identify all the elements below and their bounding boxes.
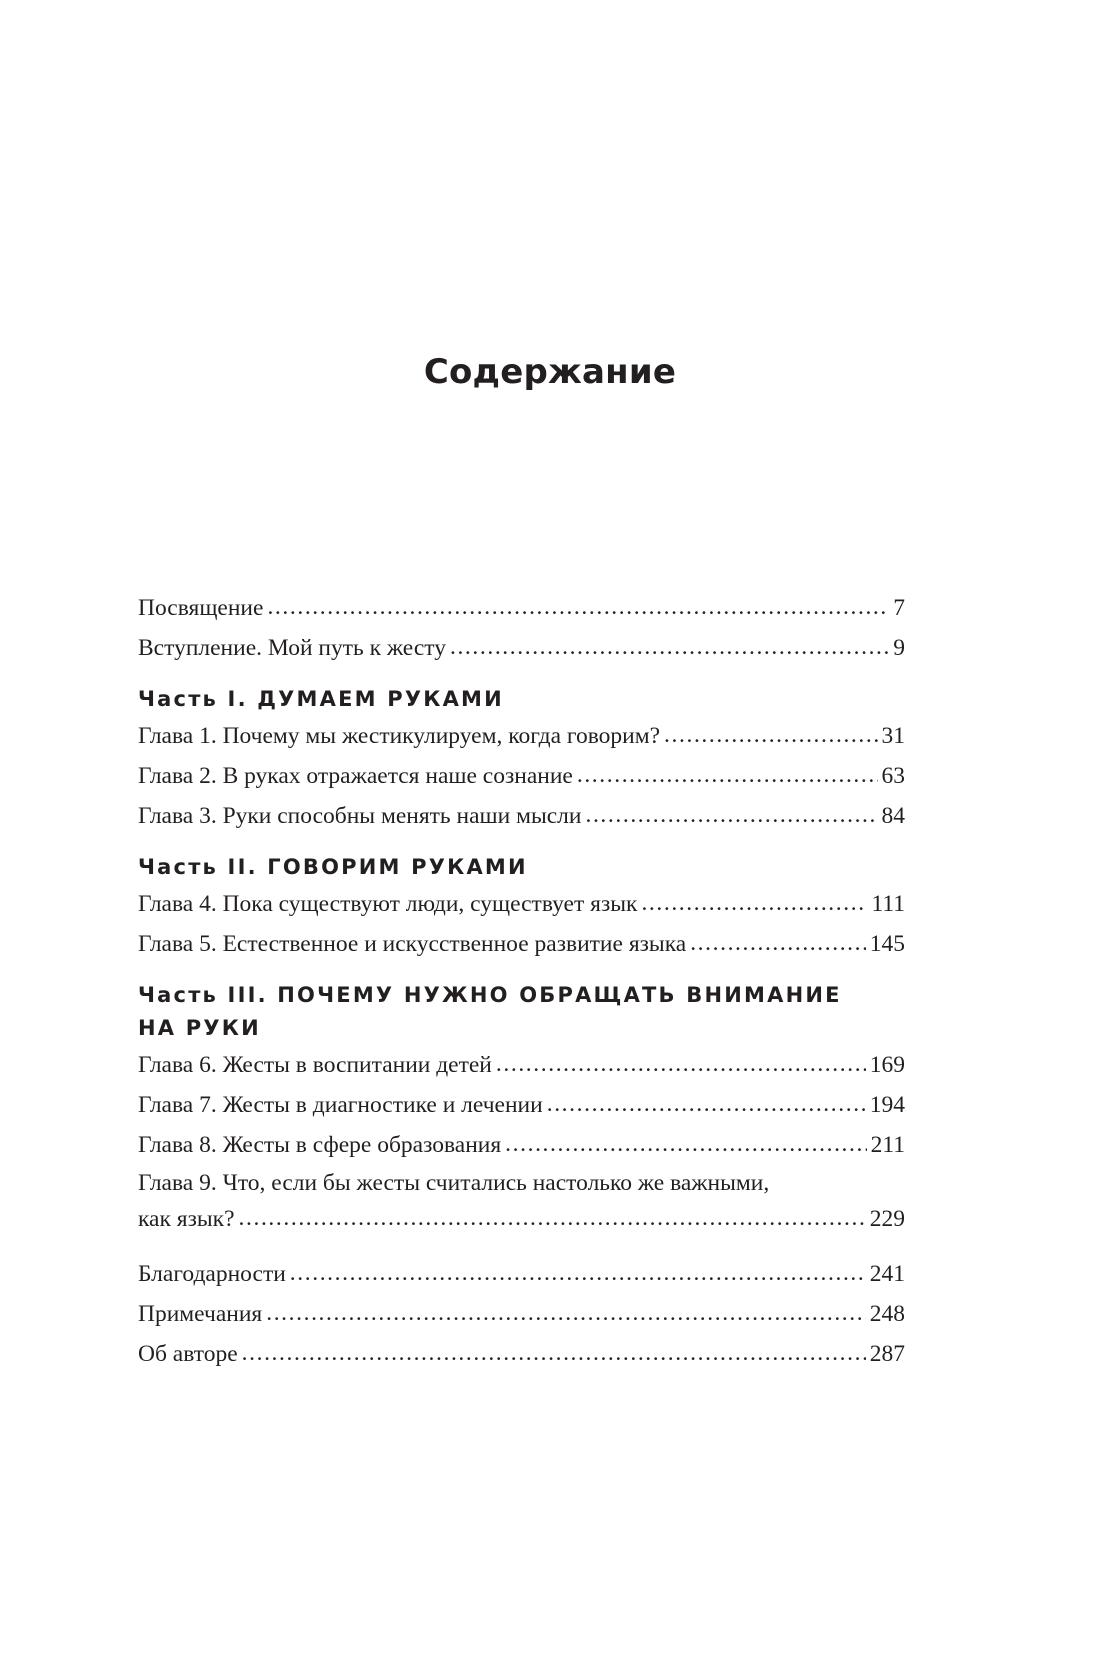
toc-entry-label: Примечания	[138, 1301, 263, 1327]
toc-entry-label: Глава 2. В руках отражается наше сознание	[138, 763, 573, 789]
toc-entry-introduction[interactable]	[138, 628, 905, 668]
dot-leader	[577, 755, 878, 795]
toc-entry-label: Вступление. Мой путь к жесту	[138, 635, 446, 661]
toc-entry-notes[interactable]	[138, 1294, 905, 1334]
dot-leader	[242, 1333, 866, 1373]
part-heading-1: Часть I. ДУМАЕМ РУКАМИ	[138, 687, 504, 711]
toc-entry-chapter-7[interactable]	[138, 1085, 905, 1125]
toc-page-number: 229	[869, 1206, 905, 1232]
toc-entry-label: Глава 5. Естественное и искусственное развитие языка	[138, 931, 687, 957]
toc-entry-chapter-9[interactable]	[138, 1165, 905, 1237]
toc-entry-about-author[interactable]	[138, 1334, 905, 1374]
toc-entry-chapter-3[interactable]	[138, 796, 905, 836]
toc-entry-label: Глава 6. Жесты в воспитании детей	[138, 1052, 492, 1078]
toc-entry-label: Глава 1. Почему мы жестикулируем, когда говорим?	[138, 723, 661, 749]
toc-page-number: 145	[869, 931, 905, 957]
toc-entry-label-line-2: как язык?	[138, 1206, 235, 1232]
toc-entry-chapter-5[interactable]	[138, 924, 905, 964]
dot-leader	[690, 923, 866, 963]
toc-entry-label: Глава 7. Жесты в диагностике и лечении	[138, 1092, 543, 1118]
dot-leader	[450, 627, 889, 667]
toc-page-number: 241	[869, 1261, 905, 1287]
toc-page-number: 194	[869, 1092, 905, 1118]
dot-leader	[266, 1293, 866, 1333]
toc-page-number: 84	[881, 803, 905, 829]
toc-entry-label: Глава 8. Жесты в сфере образования	[138, 1132, 502, 1158]
toc-entry-chapter-8[interactable]	[138, 1125, 905, 1165]
part-heading-3	[138, 979, 905, 1045]
toc-entry-label: Посвящение	[138, 595, 264, 621]
toc-page-number: 211	[870, 1132, 905, 1158]
dot-leader	[505, 1124, 866, 1164]
toc-entry-chapter-1[interactable]	[138, 716, 905, 756]
table-of-contents	[138, 588, 905, 1374]
toc-page-number: 63	[881, 763, 905, 789]
toc-entry-label-line-1: Глава 9. Что, если бы жесты считались настолько же важными,	[138, 1170, 770, 1196]
toc-entry-chapter-2[interactable]	[138, 756, 905, 796]
page-title: Содержание	[423, 352, 677, 392]
dot-leader	[496, 1044, 866, 1084]
toc-entry-dedication[interactable]	[138, 588, 905, 628]
part-heading-2: Часть II. ГОВОРИМ РУКАМИ	[138, 855, 528, 879]
dot-leader	[664, 715, 877, 755]
dot-leader	[585, 795, 877, 835]
dot-leader	[290, 1253, 866, 1293]
toc-entry-chapter-4[interactable]	[138, 884, 905, 924]
part-heading-3-line-2: НА РУКИ	[138, 1016, 261, 1040]
toc-page-number: 248	[869, 1301, 905, 1327]
toc-entry-label: Благодарности	[138, 1261, 286, 1287]
toc-entry-label: Глава 4. Пока существуют люди, существует язык	[138, 891, 638, 917]
toc-entry-chapter-6[interactable]	[138, 1045, 905, 1085]
dot-leader	[641, 883, 867, 923]
toc-entry-label: Глава 3. Руки способны менять наши мысли	[138, 803, 582, 829]
toc-page-number: 287	[869, 1341, 905, 1367]
dot-leader	[239, 1200, 866, 1236]
toc-entry-label: Об авторе	[138, 1341, 238, 1367]
toc-page-number: 31	[881, 723, 905, 749]
toc-page-number: 169	[869, 1052, 905, 1078]
part-heading-3-line-1: Часть III. ПОЧЕМУ НУЖНО ОБРАЩАТЬ ВНИМАНИЕ	[138, 983, 842, 1007]
toc-entry-acknowledgements[interactable]	[138, 1254, 905, 1294]
toc-page-number: 111	[871, 891, 905, 917]
dot-leader	[267, 587, 889, 627]
toc-page-number: 9	[893, 635, 905, 661]
dot-leader	[547, 1084, 866, 1124]
toc-page-number: 7	[893, 595, 905, 621]
